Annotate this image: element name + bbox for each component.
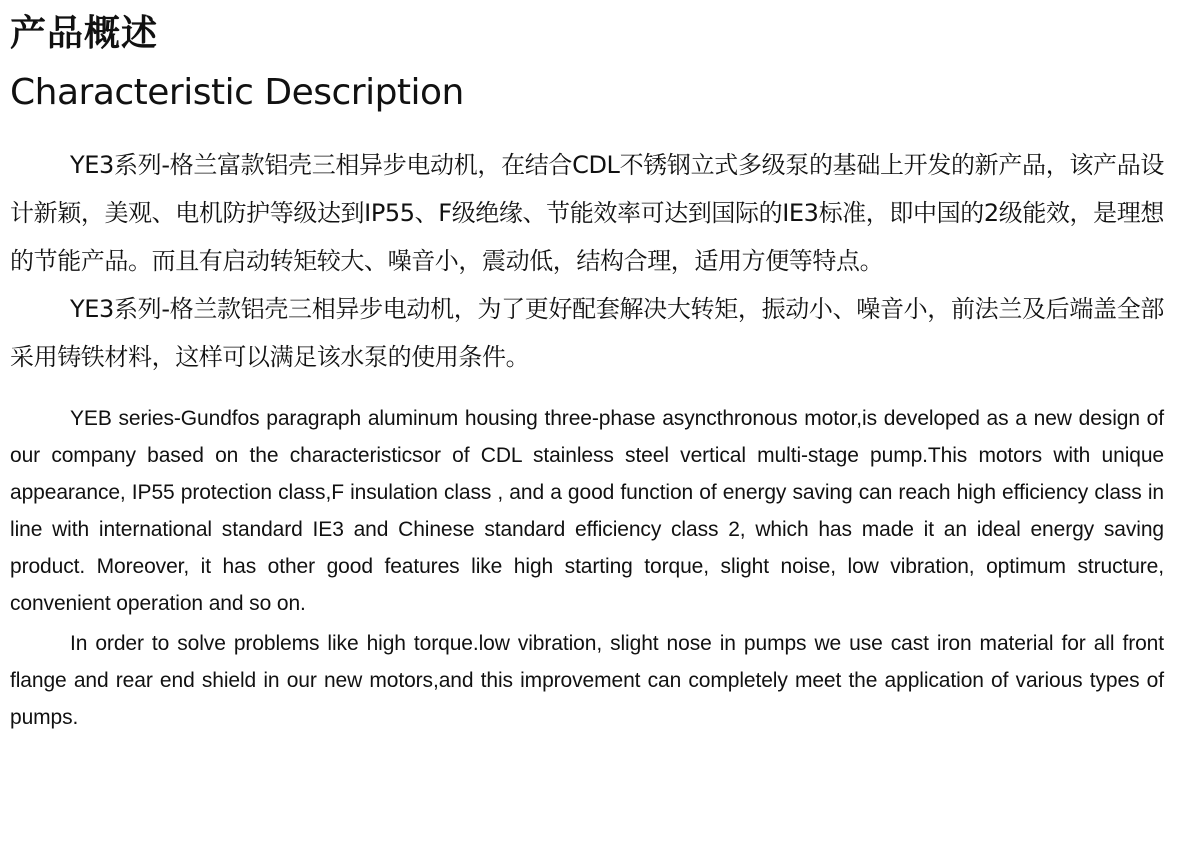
chinese-paragraph-1: YE3系列-格兰富款铝壳三相异步电动机，在结合CDL不锈钢立式多级泵的基础上开发的新产品，该产品设计新颖，美观、电机防护等级达到IP55、F级绝缘、节能效率可达到国际的IE3标准，即中国的2级能效，是理想的节能产品。而且有启动转矩较大、噪音小，震动低，结构合理，适用方便等特点。 xyxy=(10,151,1164,275)
chinese-paragraph-2: YE3系列-格兰款铝壳三相异步电动机，为了更好配套解决大转矩，振动小、噪音小，前法兰及后端盖全部采用铸铁材料，这样可以满足该水泵的使用条件。 xyxy=(10,295,1164,371)
english-description xyxy=(10,400,1164,736)
page-title-english: Characteristic Description xyxy=(10,72,464,113)
page-title-chinese: 产品概述 xyxy=(10,13,159,54)
document-page xyxy=(10,12,1164,736)
english-paragraph-2: In order to solve problems like high torque.low vibration, slight nose in pumps we use cast iron material for all front flange and rear end shield in our new motors,and this improvement can completely meet the application of various types of pumps. xyxy=(10,632,1164,729)
chinese-description xyxy=(10,141,1164,381)
english-paragraph-1: YEB series-Gundfos paragraph aluminum housing three-phase asyncthronous motor,is developed as a new design of our company based on the characteristicsor of CDL stainless steel vertical multi-stage pump.This motors with unique appearance, IP55 protection class,F insulation class , and a good function of energy saving can reach high efficiency class in line with international standard IE3 and Chinese standard efficiency class 2, which has made it an ideal energy saving product. Moreover, it has other good features like high starting torque, slight noise, low vibration, optimum structure, convenient operation and so on. xyxy=(10,407,1164,615)
